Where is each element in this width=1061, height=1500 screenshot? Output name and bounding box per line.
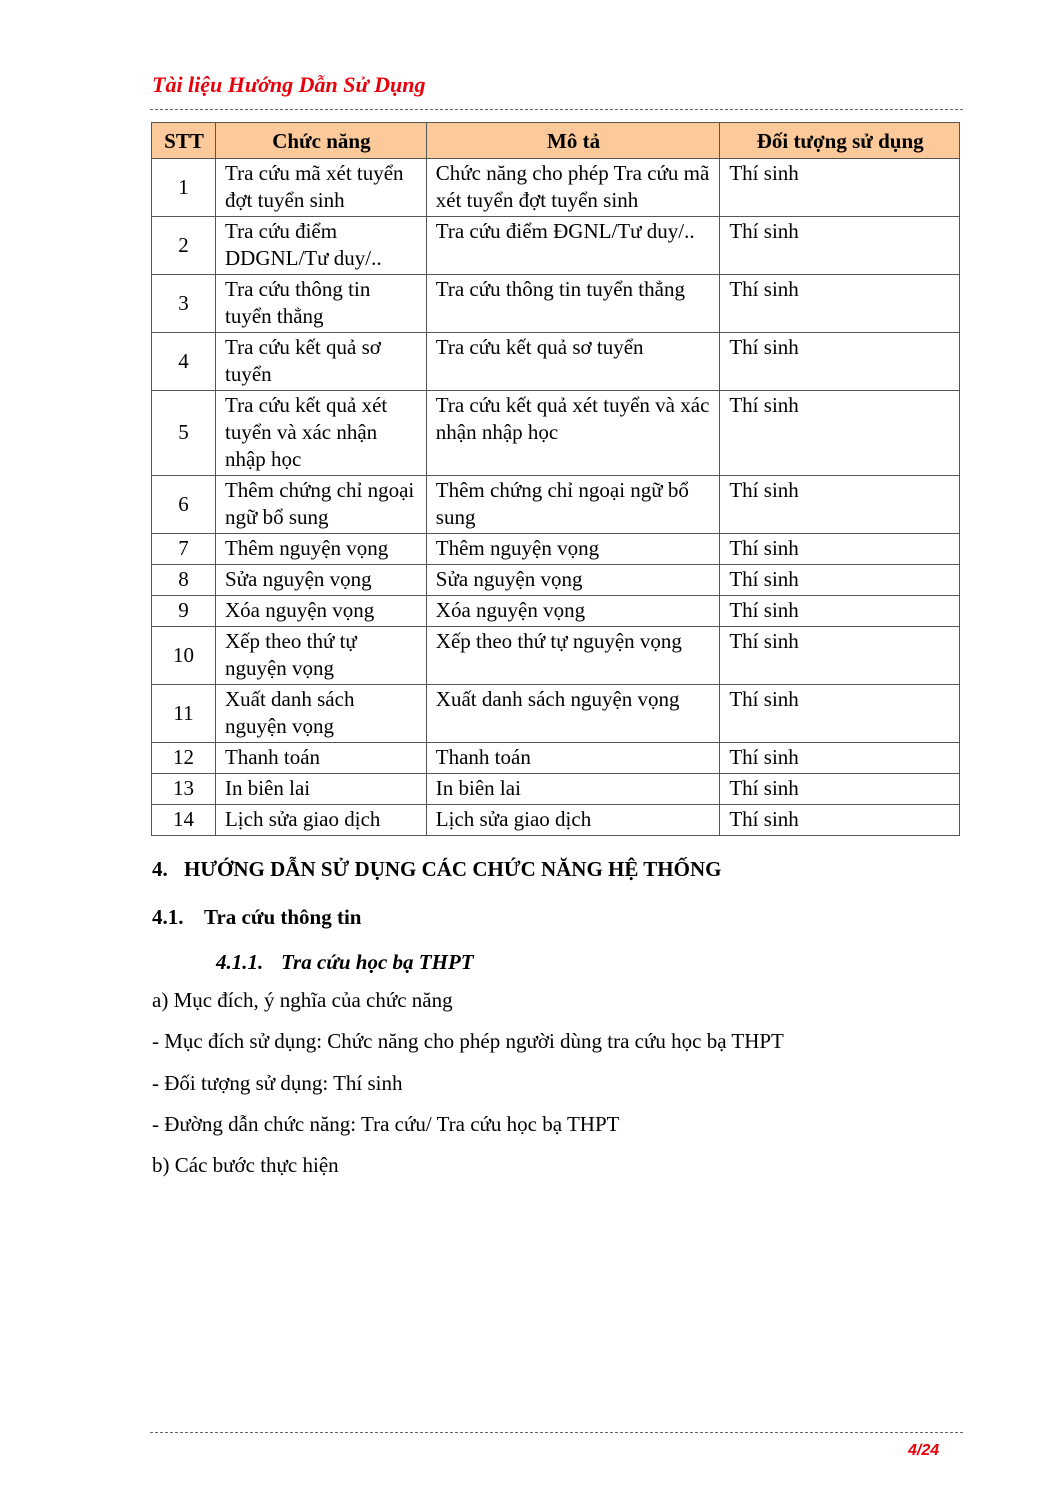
heading-text: HƯỚNG DẪN SỬ DỤNG CÁC CHỨC NĂNG HỆ THỐNG	[184, 857, 722, 881]
section-heading-4	[152, 857, 721, 882]
section-heading-4-1	[152, 905, 361, 930]
cell-stt: 7	[152, 534, 216, 565]
cell-description: Thêm chứng chỉ ngoại ngữ bổ sung	[426, 476, 720, 534]
cell-description: Thêm nguyện vọng	[426, 534, 720, 565]
table-row	[152, 391, 960, 476]
cell-description: Lịch sửa giao dịch	[426, 805, 720, 836]
table-row	[152, 534, 960, 565]
page-number: 4/24	[908, 1442, 940, 1459]
cell-user: Thí sinh	[720, 565, 960, 596]
table-row	[152, 275, 960, 333]
cell-stt: 10	[152, 627, 216, 685]
cell-function: Tra cứu điểm DDGNL/Tư duy/..	[215, 217, 426, 275]
cell-stt: 4	[152, 333, 216, 391]
cell-function: Tra cứu thông tin tuyển thẳng	[215, 275, 426, 333]
paragraph-purpose-heading: a) Mục đích, ý nghĩa của chức năng	[152, 988, 453, 1012]
column-header-stt: STT	[152, 123, 216, 159]
cell-function: Tra cứu mã xét tuyển đợt tuyển sinh	[215, 159, 426, 217]
cell-description: Xếp theo thứ tự nguyện vọng	[426, 627, 720, 685]
cell-user: Thí sinh	[720, 159, 960, 217]
cell-description: In biên lai	[426, 774, 720, 805]
cell-stt: 11	[152, 685, 216, 743]
cell-user: Thí sinh	[720, 217, 960, 275]
cell-function: Tra cứu kết quả xét tuyển và xác nhận nhập học	[215, 391, 426, 476]
table-row	[152, 217, 960, 275]
table-row	[152, 596, 960, 627]
cell-stt: 13	[152, 774, 216, 805]
cell-user: Thí sinh	[720, 627, 960, 685]
cell-user: Thí sinh	[720, 275, 960, 333]
cell-user: Thí sinh	[720, 391, 960, 476]
heading-number: 4.	[152, 857, 168, 881]
column-header-user: Đối tượng sử dụng	[720, 123, 960, 159]
table-row	[152, 774, 960, 805]
table-row	[152, 627, 960, 685]
cell-function: In biên lai	[215, 774, 426, 805]
table-row	[152, 333, 960, 391]
table-row	[152, 743, 960, 774]
cell-description: Tra cứu thông tin tuyển thẳng	[426, 275, 720, 333]
cell-stt: 2	[152, 217, 216, 275]
heading-number: 4.1.	[152, 905, 184, 929]
cell-user: Thí sinh	[720, 743, 960, 774]
cell-function: Thêm nguyện vọng	[215, 534, 426, 565]
cell-function: Thanh toán	[215, 743, 426, 774]
cell-description: Thanh toán	[426, 743, 720, 774]
heading-number: 4.1.1.	[216, 950, 264, 974]
cell-description: Xóa nguyện vọng	[426, 596, 720, 627]
table-row	[152, 159, 960, 217]
cell-user: Thí sinh	[720, 596, 960, 627]
cell-stt: 8	[152, 565, 216, 596]
paragraph-path: - Đường dẫn chức năng: Tra cứu/ Tra cứu học bạ THPT	[152, 1112, 620, 1136]
cell-stt: 6	[152, 476, 216, 534]
cell-function: Sửa nguyện vọng	[215, 565, 426, 596]
cell-function: Xuất danh sách nguyện vọng	[215, 685, 426, 743]
document-header-title: Tài liệu Hướng Dẫn Sử Dụng	[152, 72, 426, 97]
footer-divider	[150, 1432, 963, 1433]
cell-function: Tra cứu kết quả sơ tuyển	[215, 333, 426, 391]
table-row	[152, 805, 960, 836]
cell-user: Thí sinh	[720, 534, 960, 565]
cell-description: Tra cứu kết quả sơ tuyển	[426, 333, 720, 391]
cell-description: Tra cứu kết quả xét tuyển và xác nhận nhập học	[426, 391, 720, 476]
cell-user: Thí sinh	[720, 805, 960, 836]
table-row	[152, 476, 960, 534]
table-header-row	[152, 123, 960, 159]
cell-function: Xóa nguyện vọng	[215, 596, 426, 627]
heading-text: Tra cứu thông tin	[204, 905, 362, 929]
cell-stt: 3	[152, 275, 216, 333]
column-header-function: Chức năng	[215, 123, 426, 159]
cell-stt: 9	[152, 596, 216, 627]
header-divider	[150, 109, 963, 110]
cell-function: Xếp theo thứ tự nguyện vọng	[215, 627, 426, 685]
heading-text: Tra cứu học bạ THPT	[281, 950, 474, 974]
function-table	[151, 122, 960, 836]
cell-description: Xuất danh sách nguyện vọng	[426, 685, 720, 743]
cell-description: Chức năng cho phép Tra cứu mã xét tuyển đợt tuyển sinh	[426, 159, 720, 217]
table-row	[152, 685, 960, 743]
column-header-description: Mô tả	[426, 123, 720, 159]
cell-stt: 14	[152, 805, 216, 836]
cell-function: Lịch sửa giao dịch	[215, 805, 426, 836]
cell-user: Thí sinh	[720, 774, 960, 805]
cell-user: Thí sinh	[720, 333, 960, 391]
cell-function: Thêm chứng chỉ ngoại ngữ bổ sung	[215, 476, 426, 534]
cell-stt: 1	[152, 159, 216, 217]
paragraph-steps-heading: b) Các bước thực hiện	[152, 1153, 339, 1177]
table-row	[152, 565, 960, 596]
section-heading-4-1-1	[216, 950, 474, 975]
cell-description: Tra cứu điểm ĐGNL/Tư duy/..	[426, 217, 720, 275]
cell-user: Thí sinh	[720, 685, 960, 743]
paragraph-user: - Đối tượng sử dụng: Thí sinh	[152, 1071, 403, 1095]
cell-stt: 5	[152, 391, 216, 476]
cell-user: Thí sinh	[720, 476, 960, 534]
cell-stt: 12	[152, 743, 216, 774]
paragraph-purpose: - Mục đích sử dụng: Chức năng cho phép người dùng tra cứu học bạ THPT	[152, 1029, 784, 1053]
cell-description: Sửa nguyện vọng	[426, 565, 720, 596]
